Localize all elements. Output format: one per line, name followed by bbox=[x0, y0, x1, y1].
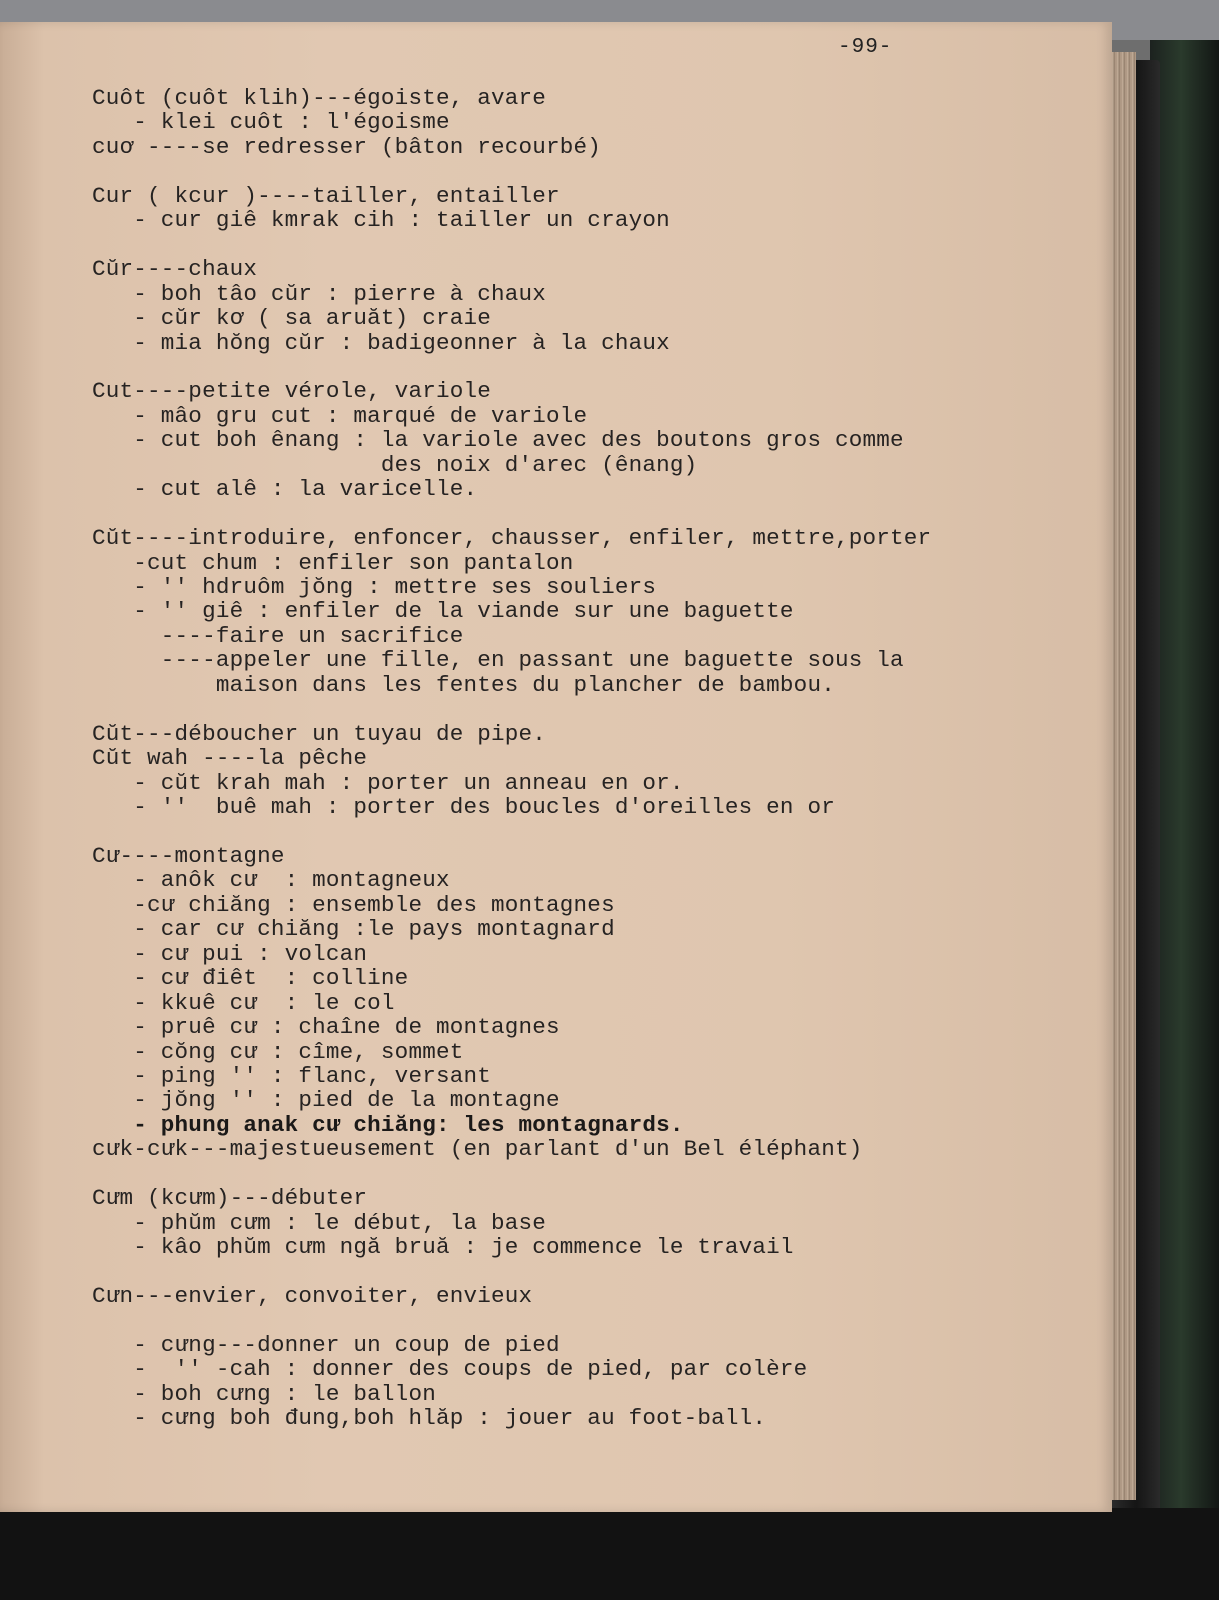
text-line: - '' -cah : donner des coups de pied, par colère bbox=[92, 1356, 808, 1382]
text-line: -cut chum : enfiler son pantalon bbox=[92, 550, 574, 576]
text-line: - boh tâo cŭr : pierre à chaux bbox=[92, 281, 547, 307]
text-line: -cư chiăng : ensemble des montagnes bbox=[92, 892, 615, 918]
text-line: - phung anak cư chiăng: les montagnards. bbox=[92, 1112, 684, 1138]
text-line: - cŭt krah mah : porter un anneau en or. bbox=[92, 770, 684, 796]
text-line: Cưm (kcưm)---débuter bbox=[92, 1185, 368, 1211]
text-line: ----appeler une fille, en passant une baguette sous la bbox=[92, 647, 904, 673]
text-line: - '' giê : enfiler de la viande sur une baguette bbox=[92, 598, 794, 624]
text-line: Cŭt---déboucher un tuyau de pipe. bbox=[92, 721, 547, 747]
text-line: - klei cuôt : l'égoisme bbox=[92, 109, 450, 135]
page-number: -99- bbox=[838, 36, 893, 59]
text-line: - mia hŏng cŭr : badigeonner à la chaux bbox=[92, 330, 670, 356]
text-line: - cư pui : volcan bbox=[92, 941, 368, 967]
text-line: - ping '' : flanc, versant bbox=[92, 1063, 491, 1089]
text-line: Cŭt wah ----la pêche bbox=[92, 745, 368, 771]
background-bottom bbox=[0, 1508, 1219, 1600]
text-line: Cut----petite vérole, variole bbox=[92, 378, 491, 404]
text-line: - cŏng cư : cîme, sommet bbox=[92, 1039, 464, 1065]
text-line: cuơ ----se redresser (bâton recourbé) bbox=[92, 134, 602, 160]
text-line: Cur ( kcur )----tailler, entailler bbox=[92, 183, 560, 209]
text-line: Cuôt (cuôt klih)---égoiste, avare bbox=[92, 85, 547, 111]
background-right bbox=[1150, 40, 1219, 1520]
text-line: - pruê cư : chaîne de montagnes bbox=[92, 1014, 560, 1040]
text-line: des noix d'arec (ênang) bbox=[92, 452, 698, 478]
text-line: - cư điêt : colline bbox=[92, 965, 409, 991]
text-line: - cưng boh đung,boh hlăp : jouer au foot-ball. bbox=[92, 1405, 767, 1431]
text-line: maison dans les fentes du plancher de bambou. bbox=[92, 672, 835, 698]
text-line: - cŭr kơ ( sa aruăt) craie bbox=[92, 305, 491, 331]
text-line: Cư----montagne bbox=[92, 843, 285, 869]
text-line: - phŭm cưm : le début, la base bbox=[92, 1210, 547, 1236]
text-line: - cut boh ênang : la variole avec des boutons gros comme bbox=[92, 427, 904, 453]
text-line: - '' hdruôm jŏng : mettre ses souliers bbox=[92, 574, 657, 600]
text-line: Cŭr----chaux bbox=[92, 256, 258, 282]
text-line: - boh cưng : le ballon bbox=[92, 1381, 436, 1407]
text-line: - kâo phŭm cưm ngă bruă : je commence le travail bbox=[92, 1234, 794, 1260]
text-line: - jŏng '' : pied de la montagne bbox=[92, 1087, 560, 1113]
book-page bbox=[0, 22, 1112, 1512]
text-line: - '' buê mah : porter des boucles d'oreilles en or bbox=[92, 794, 835, 820]
text-line: - cur giê kmrak cih : tailler un crayon bbox=[92, 207, 670, 233]
text-line: ----faire un sacrifice bbox=[92, 623, 464, 649]
text-line: Cưn---envier, convoiter, envieux bbox=[92, 1283, 533, 1309]
text-line: - cưng---donner un coup de pied bbox=[92, 1332, 560, 1358]
text-line: - car cư chiăng :le pays montagnard bbox=[92, 916, 615, 942]
text-line: - mâo gru cut : marqué de variole bbox=[92, 403, 588, 429]
text-line: - kkuê cư : le col bbox=[92, 990, 395, 1016]
text-line: cưk-cưk---majestueusement (en parlant d'un Bel éléphant) bbox=[92, 1136, 863, 1162]
text-line: - cut alê : la varicelle. bbox=[92, 476, 478, 502]
text-line: Cŭt----introduire, enfoncer, chausser, enfiler, mettre,porter bbox=[92, 525, 932, 551]
text-line: - anôk cư : montagneux bbox=[92, 867, 450, 893]
